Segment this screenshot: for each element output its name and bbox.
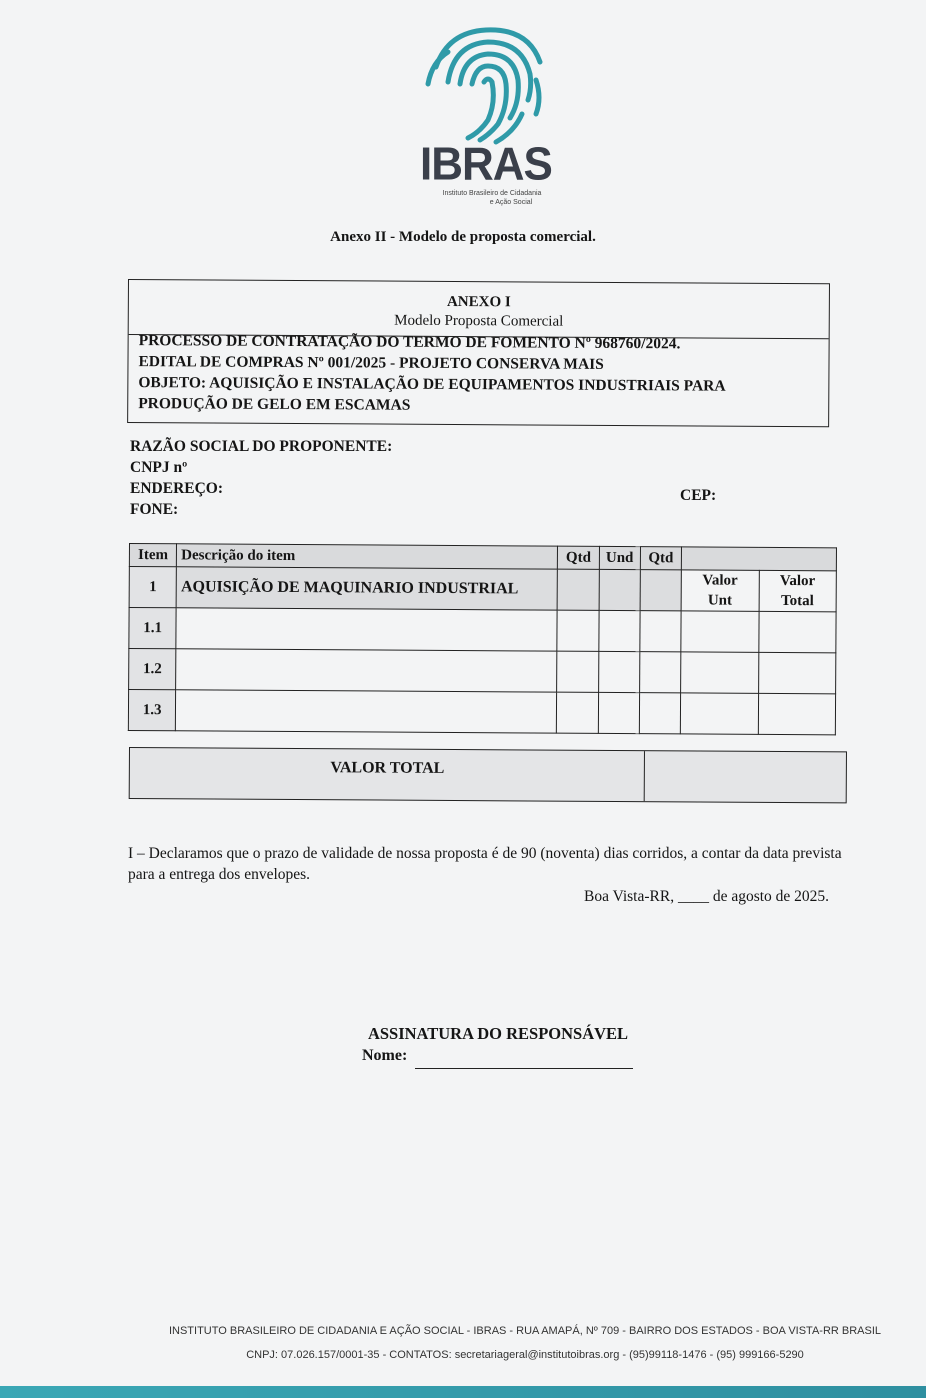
row-valor-unt	[680, 693, 758, 734]
header-und: Und	[599, 546, 640, 569]
row-main-und	[599, 569, 640, 610]
name-signature-line	[415, 1068, 633, 1069]
row-und	[598, 651, 639, 692]
annex-title: ANEXO I	[446, 293, 511, 311]
table-row	[129, 649, 836, 694]
endereco-label: ENDEREÇO:	[130, 480, 224, 497]
total-separator	[644, 751, 645, 801]
footer-band	[0, 1386, 926, 1398]
total-label: VALOR TOTAL	[330, 759, 445, 777]
header-values	[681, 547, 836, 571]
name-label: Nome:	[362, 1047, 408, 1064]
annex-box	[127, 279, 830, 427]
row-valor-unt	[681, 652, 759, 693]
row-main-num: 1	[129, 567, 177, 608]
row-qtd-2	[640, 611, 681, 652]
row-num: 1.2	[129, 649, 177, 690]
logo-wordmark: IBRAS	[420, 138, 552, 191]
header-qtd: Qtd	[558, 546, 599, 569]
row-qtd	[557, 692, 598, 733]
header-item: Item	[129, 544, 176, 567]
total-row	[129, 747, 847, 803]
annex-line-object-cont: PRODUÇÃO DE GELO EM ESCAMAS	[138, 395, 411, 414]
proponent-fields	[130, 436, 392, 520]
row-main-qtd	[558, 569, 599, 610]
annex-subtitle: Modelo Proposta Comercial	[394, 312, 564, 330]
row-und	[598, 610, 639, 651]
document-title: Anexo II - Modelo de proposta comercial.	[330, 229, 596, 245]
row-desc	[176, 690, 557, 733]
place-date: Boa Vista-RR, ____ de agosto de 2025.	[584, 888, 830, 905]
row-num: 1.3	[128, 690, 176, 731]
razao-social-label: RAZÃO SOCIAL DO PROPONENTE:	[130, 438, 393, 455]
row-valor-total	[758, 693, 836, 734]
row-qtd	[557, 651, 598, 692]
header-qtd-2: Qtd	[640, 547, 681, 570]
row-und	[598, 692, 639, 733]
row-desc	[176, 649, 557, 692]
row-valor-total	[758, 652, 836, 693]
annex-body	[138, 330, 726, 418]
row-desc	[176, 608, 557, 651]
annex-line-process: PROCESSO DE CONTRATAÇÃO DO TERMO DE FOMENTO Nº 968760/2024.	[138, 332, 681, 353]
row-main-qtd-2	[640, 570, 681, 611]
row-qtd-2	[639, 652, 680, 693]
table-row-main	[129, 567, 836, 612]
annex-header	[129, 292, 829, 332]
footer-address: INSTITUTO BRASILEIRO DE CIDADANIA E AÇÃO SOCIAL - IBRAS - RUA AMAPÁ, Nº 709 - BAIRRO DOS ESTADOS - BOA VISTA-RR BRASIL	[168, 1325, 882, 1337]
row-valor-unt	[681, 611, 759, 652]
row-main-desc: AQUISIÇÃO DE MAQUINARIO INDUSTRIAL	[176, 567, 557, 610]
cnpj-label: CNPJ nº	[130, 459, 188, 476]
valor-unt-header: Valor Unt	[681, 570, 759, 611]
valor-total-header: Valor Total	[759, 570, 837, 611]
annex-line-object: OBJETO: AQUISIÇÃO E INSTALAÇÃO DE EQUIPAMENTOS INDUSTRIAIS PARA	[138, 374, 726, 395]
fone-label: FONE:	[130, 501, 179, 518]
cep-label: CEP:	[680, 487, 717, 504]
signature-title: ASSINATURA DO RESPONSÁVEL	[367, 1024, 629, 1043]
items-table	[128, 543, 837, 735]
footer-contacts: CNPJ: 07.026.157/0001-35 - CONTATOS: secretariageral@institutoibras.org - (95)99118-1476 - (95) 999166-5290	[246, 1349, 804, 1361]
table-row	[129, 608, 836, 653]
logo-subtitle: Instituto Brasileiro de Cidadania e Ação Social	[442, 190, 542, 206]
row-valor-total	[758, 611, 836, 652]
validity-declaration: I – Declaramos que o prazo de validade de nossa proposta é de 90 (noventa) dias corridos, a contar da data prevista para a entrega dos envelopes.	[128, 845, 842, 883]
table-row	[128, 690, 835, 735]
annex-line-edital: EDITAL DE COMPRAS Nº 001/2025 - PROJETO CONSERVA MAIS	[138, 353, 604, 373]
row-qtd-2	[639, 693, 680, 734]
row-qtd	[557, 610, 598, 651]
row-num: 1.1	[129, 608, 177, 649]
header-description: Descrição do item	[177, 544, 558, 569]
